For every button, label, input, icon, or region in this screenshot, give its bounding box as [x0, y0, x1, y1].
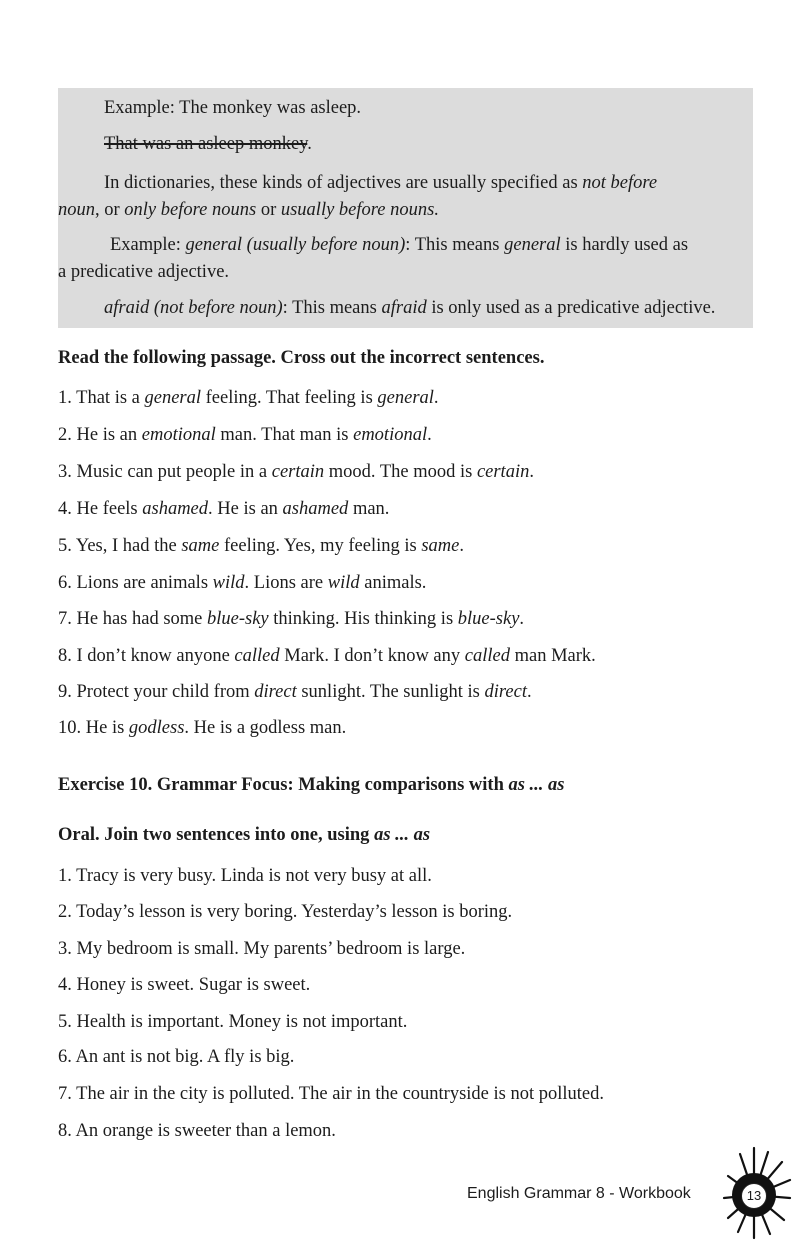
exercise-item: 2. Today’s lesson is very boring. Yesterday’s lesson is boring.	[58, 902, 513, 922]
sentence-item: 5. Yes, I had the same feeling. Yes, my feeling is same.	[58, 536, 464, 556]
sentence-item: 1. That is a general feeling. That feeling is general.	[58, 388, 439, 408]
sentence-item: 3. Music can put people in a certain mood. The mood is certain.	[58, 462, 534, 482]
example-struck: That was an asleep monkey.	[104, 134, 312, 154]
exercise-item: 7. The air in the city is polluted. The air in the countryside is not polluted.	[58, 1084, 604, 1104]
sentence-item: 2. He is an emotional man. That man is emotional.	[58, 425, 432, 445]
page-number: 13	[741, 1183, 767, 1209]
exercise-instruction: Oral. Join two sentences into one, using as ... as	[58, 825, 431, 845]
sentence-item: 10. He is godless. He is a godless man.	[58, 718, 347, 738]
exercise-item: 4. Honey is sweet. Sugar is sweet.	[58, 975, 311, 995]
example-general-line1: Example: general (usually before noun): This means general is hardly used as	[110, 235, 689, 255]
sentence-item: 8. I don’t know anyone called Mark. I don’t know any called man Mark.	[58, 646, 596, 666]
sentence-item: 9. Protect your child from direct sunlight. The sunlight is direct.	[58, 682, 532, 702]
footer-book-title: English Grammar 8 - Workbook	[467, 1185, 691, 1202]
sentence-item: 6. Lions are animals wild. Lions are wild animals.	[58, 573, 427, 593]
example-box	[58, 88, 753, 328]
dictionary-note-line2: noun, or only before nouns or usually before nouns.	[58, 200, 439, 220]
sentence-item: 7. He has had some blue-sky thinking. His thinking is blue-sky.	[58, 609, 525, 629]
section-heading: Read the following passage. Cross out the incorrect sentences.	[58, 348, 545, 368]
example-asleep: Example: The monkey was asleep.	[104, 98, 362, 118]
example-afraid: afraid (not before noun): This means afraid is only used as a predicative adjective.	[104, 298, 716, 318]
dictionary-note-line1: In dictionaries, these kinds of adjectives are usually specified as not before	[104, 173, 658, 193]
exercise-title: Exercise 10. Grammar Focus: Making comparisons with as ... as	[58, 775, 565, 795]
exercise-item: 1. Tracy is very busy. Linda is not very busy at all.	[58, 866, 432, 886]
sentence-item: 4. He feels ashamed. He is an ashamed man.	[58, 499, 390, 519]
exercise-item: 8. An orange is sweeter than a lemon.	[58, 1121, 336, 1141]
exercise-item: 3. My bedroom is small. My parents’ bedroom is large.	[58, 939, 466, 959]
exercise-item: 6. An ant is not big. A fly is big.	[58, 1047, 295, 1067]
exercise-item: 5. Health is important. Money is not important.	[58, 1012, 408, 1032]
example-general-line2: a predicative adjective.	[58, 262, 230, 282]
